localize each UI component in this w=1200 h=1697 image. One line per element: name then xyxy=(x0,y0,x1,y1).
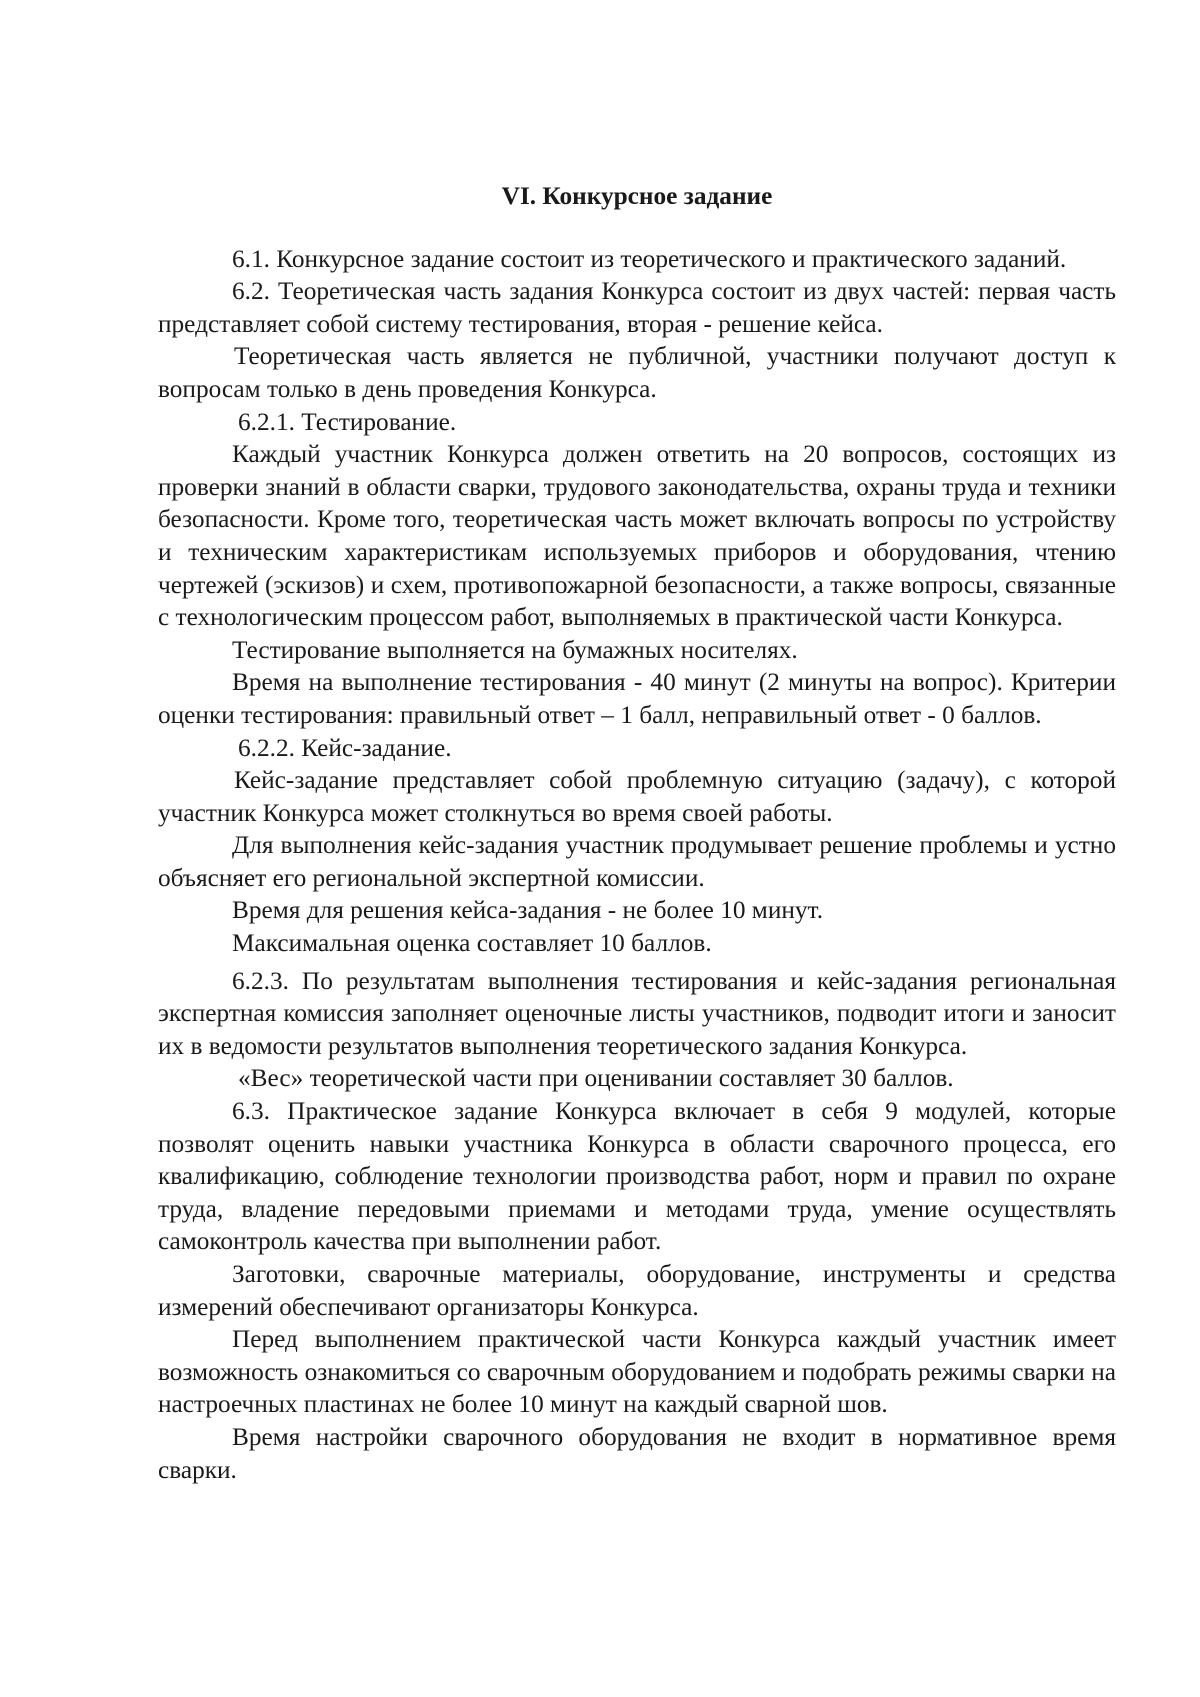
paragraph-6-1: 6.1. Конкурсное задание состоит из теоретического и практического заданий. xyxy=(232,244,1067,273)
paragraph-case-execution: Для выполнения кейс-задания участник продумывает решение проблемы и устно объясняет его региональной экспертной комиссии. xyxy=(158,831,1116,892)
paragraph-case-description: Кейс-задание представляет собой проблемную ситуацию (задачу), с которой участник Конкурса может столкнуться во время своей работы. xyxy=(158,766,1116,827)
paragraph-6-2-3: 6.2.3. По результатам выполнения тестирования и кейс-задания региональная экспертная комиссия заполняет оценочные листы участников, подводит итоги и заносит их в ведомости результатов выполнения теоретического задания Конкурса. xyxy=(158,966,1116,1060)
paragraph-6-3: 6.3. Практическое задание Конкурса включает в себя 9 модулей, которые позволят оценить навыки участника Конкурса в области сварочного процесса, его квалификацию, соблюдение технологии производства работ, норм и правил по охране труда, владение передовыми приемами и методами труда, умение осуществлять самоконтроль качества при выполнении работ. xyxy=(158,1097,1116,1256)
paragraph-theory-access: Теоретическая часть является не публичной, участники получают доступ к вопросам только в день проведения Конкурса. xyxy=(158,342,1116,403)
paragraph-testing-questions: Каждый участник Конкурса должен ответить на 20 вопросов, состоящих из проверки знаний в области сварки, трудового законодательства, охраны труда и техники безопасности. Кроме того, теоретическая часть может включать вопросы по устройству и техническим характеристикам используемых приборов и оборудования, чтению чертежей (эскизов) и схем, противопожарной безопасности, а также вопросы, связанные с технологическим процессом работ, выполняемых в практической части Конкурса. xyxy=(158,440,1116,632)
document-page xyxy=(158,180,1116,1486)
paragraph-equipment-setup: Перед выполнением практической части Конкурса каждый участник имеет возможность ознакомиться со сварочным оборудованием и подобрать режимы сварки на настроечных пластинах не более 10 минут на каждый сварной шов. xyxy=(158,1325,1116,1419)
paragraph-6-2: 6.2. Теоретическая часть задания Конкурса состоит из двух частей: первая часть представляет собой систему тестирования, вторая - решение кейса. xyxy=(158,277,1116,338)
heading-6-2-1: 6.2.1. Тестирование. xyxy=(238,407,457,436)
paragraph-case-max-score: Максимальная оценка составляет 10 баллов. xyxy=(232,929,712,958)
section-title: VI. Конкурсное задание xyxy=(501,182,773,210)
paragraph-materials: Заготовки, сварочные материалы, оборудование, инструменты и средства измерений обеспечивают организаторы Конкурса. xyxy=(158,1260,1116,1321)
paragraph-testing-paper: Тестирование выполняется на бумажных носителях. xyxy=(232,635,798,664)
paragraph-setup-time: Время настройки сварочного оборудования не входит в нормативное время сварки. xyxy=(158,1422,1116,1484)
paragraph-testing-time: Время на выполнение тестирования - 40 минут (2 минуты на вопрос). Критерии оценки тестирования: правильный ответ – 1 балл, неправильный ответ - 0 баллов. xyxy=(158,668,1116,729)
paragraph-theory-weight: «Вес» теоретической части при оценивании составляет 30 баллов. xyxy=(238,1064,954,1093)
heading-6-2-2: 6.2.2. Кейс-задание. xyxy=(238,733,452,762)
paragraph-case-time: Время для решения кейса-задания - не более 10 минут. xyxy=(232,896,824,925)
